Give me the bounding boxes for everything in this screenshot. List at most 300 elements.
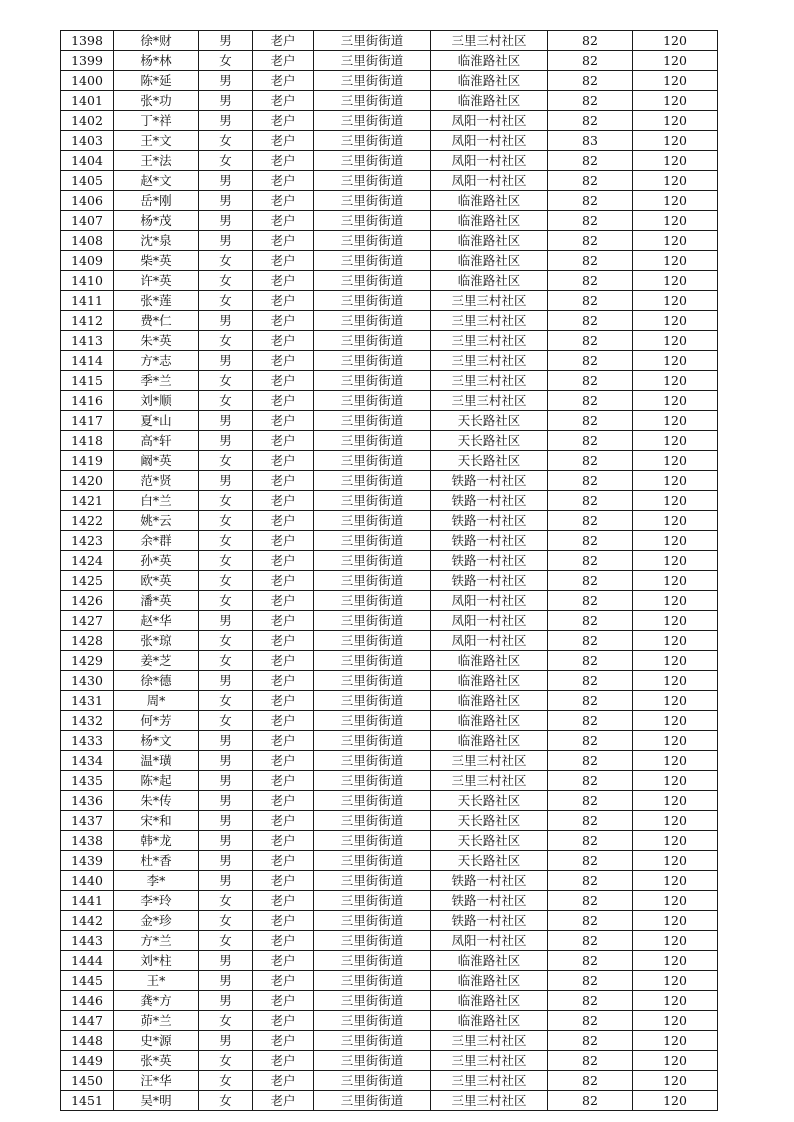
cell-gender: 女 [199, 391, 253, 411]
table-row [61, 271, 718, 291]
cell-age: 82 [548, 1051, 633, 1071]
cell-street: 三里街街道 [314, 331, 431, 351]
cell-age: 82 [548, 551, 633, 571]
table-row [61, 71, 718, 91]
cell-name: 许*英 [114, 271, 199, 291]
cell-age: 82 [548, 371, 633, 391]
table-row [61, 251, 718, 271]
table-row [61, 551, 718, 571]
table-row [61, 751, 718, 771]
cell-community: 铁路一村社区 [431, 571, 548, 591]
cell-community: 三里三村社区 [431, 1031, 548, 1051]
cell-street: 三里街街道 [314, 31, 431, 51]
cell-street: 三里街街道 [314, 711, 431, 731]
table-row [61, 151, 718, 171]
cell-gender: 男 [199, 1031, 253, 1051]
cell-amount: 120 [633, 1011, 718, 1031]
cell-age: 82 [548, 511, 633, 531]
cell-age: 82 [548, 91, 633, 111]
cell-community: 凤阳一村社区 [431, 611, 548, 631]
cell-gender: 女 [199, 631, 253, 651]
cell-name: 柴*英 [114, 251, 199, 271]
cell-age: 82 [548, 591, 633, 611]
cell-street: 三里街街道 [314, 291, 431, 311]
table-row [61, 871, 718, 891]
cell-gender: 女 [199, 891, 253, 911]
cell-row-number: 1426 [61, 591, 114, 611]
cell-name: 赵*文 [114, 171, 199, 191]
cell-gender: 男 [199, 871, 253, 891]
table-row [61, 851, 718, 871]
cell-household-type: 老户 [253, 691, 314, 711]
cell-amount: 120 [633, 991, 718, 1011]
table-row [61, 131, 718, 151]
cell-row-number: 1442 [61, 911, 114, 931]
cell-age: 82 [548, 811, 633, 831]
cell-age: 82 [548, 1071, 633, 1091]
cell-age: 82 [548, 1011, 633, 1031]
cell-gender: 男 [199, 671, 253, 691]
cell-row-number: 1407 [61, 211, 114, 231]
cell-community: 三里三村社区 [431, 291, 548, 311]
cell-community: 天长路社区 [431, 851, 548, 871]
cell-gender: 女 [199, 51, 253, 71]
cell-household-type: 老户 [253, 131, 314, 151]
cell-household-type: 老户 [253, 371, 314, 391]
cell-row-number: 1406 [61, 191, 114, 211]
table-row [61, 191, 718, 211]
table-row [61, 651, 718, 671]
cell-gender: 男 [199, 811, 253, 831]
cell-name: 杨*茂 [114, 211, 199, 231]
cell-gender: 女 [199, 591, 253, 611]
table-row [61, 91, 718, 111]
cell-household-type: 老户 [253, 891, 314, 911]
cell-gender: 女 [199, 151, 253, 171]
cell-name: 徐*德 [114, 671, 199, 691]
cell-household-type: 老户 [253, 1071, 314, 1091]
cell-household-type: 老户 [253, 951, 314, 971]
cell-row-number: 1421 [61, 491, 114, 511]
cell-name: 张*功 [114, 91, 199, 111]
cell-household-type: 老户 [253, 191, 314, 211]
cell-amount: 120 [633, 951, 718, 971]
cell-row-number: 1444 [61, 951, 114, 971]
table-body [61, 31, 718, 1111]
cell-gender: 女 [199, 531, 253, 551]
cell-gender: 男 [199, 211, 253, 231]
cell-community: 临淮路社区 [431, 711, 548, 731]
cell-row-number: 1437 [61, 811, 114, 831]
table-row [61, 331, 718, 351]
cell-community: 临淮路社区 [431, 91, 548, 111]
cell-street: 三里街街道 [314, 651, 431, 671]
cell-household-type: 老户 [253, 711, 314, 731]
cell-amount: 120 [633, 1091, 718, 1111]
table-row [61, 931, 718, 951]
cell-street: 三里街街道 [314, 1091, 431, 1111]
cell-household-type: 老户 [253, 551, 314, 571]
cell-street: 三里街街道 [314, 551, 431, 571]
cell-name: 李*玲 [114, 891, 199, 911]
cell-street: 三里街街道 [314, 311, 431, 331]
cell-street: 三里街街道 [314, 531, 431, 551]
cell-gender: 女 [199, 451, 253, 471]
table-row [61, 951, 718, 971]
cell-street: 三里街街道 [314, 451, 431, 471]
cell-row-number: 1445 [61, 971, 114, 991]
cell-gender: 女 [199, 1011, 253, 1031]
cell-household-type: 老户 [253, 391, 314, 411]
cell-name: 方*兰 [114, 931, 199, 951]
cell-household-type: 老户 [253, 531, 314, 551]
table-row [61, 1051, 718, 1071]
cell-row-number: 1447 [61, 1011, 114, 1031]
cell-gender: 女 [199, 931, 253, 951]
cell-household-type: 老户 [253, 791, 314, 811]
cell-gender: 男 [199, 951, 253, 971]
table-row [61, 231, 718, 251]
cell-household-type: 老户 [253, 331, 314, 351]
cell-age: 82 [548, 151, 633, 171]
cell-gender: 女 [199, 271, 253, 291]
cell-community: 铁路一村社区 [431, 871, 548, 891]
cell-street: 三里街街道 [314, 411, 431, 431]
table-row [61, 1031, 718, 1051]
cell-street: 三里街街道 [314, 491, 431, 511]
table-row [61, 171, 718, 191]
cell-community: 铁路一村社区 [431, 511, 548, 531]
cell-age: 82 [548, 671, 633, 691]
cell-community: 凤阳一村社区 [431, 631, 548, 651]
cell-street: 三里街街道 [314, 111, 431, 131]
cell-community: 凤阳一村社区 [431, 171, 548, 191]
cell-street: 三里街街道 [314, 91, 431, 111]
cell-age: 82 [548, 891, 633, 911]
cell-community: 临淮路社区 [431, 731, 548, 751]
cell-street: 三里街街道 [314, 231, 431, 251]
cell-row-number: 1420 [61, 471, 114, 491]
cell-name: 温*璜 [114, 751, 199, 771]
cell-community: 三里三村社区 [431, 1071, 548, 1091]
cell-street: 三里街街道 [314, 931, 431, 951]
table-row [61, 911, 718, 931]
cell-row-number: 1411 [61, 291, 114, 311]
cell-household-type: 老户 [253, 851, 314, 871]
cell-name: 岳*刚 [114, 191, 199, 211]
cell-gender: 女 [199, 371, 253, 391]
cell-name: 周* [114, 691, 199, 711]
cell-row-number: 1415 [61, 371, 114, 391]
cell-age: 83 [548, 131, 633, 151]
cell-amount: 120 [633, 611, 718, 631]
cell-amount: 120 [633, 911, 718, 931]
cell-row-number: 1436 [61, 791, 114, 811]
cell-row-number: 1422 [61, 511, 114, 531]
cell-age: 82 [548, 951, 633, 971]
cell-gender: 男 [199, 191, 253, 211]
cell-row-number: 1430 [61, 671, 114, 691]
cell-street: 三里街街道 [314, 1031, 431, 1051]
table-row [61, 891, 718, 911]
cell-amount: 120 [633, 171, 718, 191]
cell-household-type: 老户 [253, 591, 314, 611]
table-row [61, 671, 718, 691]
cell-row-number: 1434 [61, 751, 114, 771]
cell-community: 三里三村社区 [431, 391, 548, 411]
cell-amount: 120 [633, 931, 718, 951]
cell-name: 史*源 [114, 1031, 199, 1051]
cell-community: 天长路社区 [431, 831, 548, 851]
cell-name: 白*兰 [114, 491, 199, 511]
cell-community: 临淮路社区 [431, 231, 548, 251]
cell-street: 三里街街道 [314, 471, 431, 491]
cell-household-type: 老户 [253, 171, 314, 191]
table-row [61, 631, 718, 651]
table-row [61, 51, 718, 71]
cell-age: 82 [548, 431, 633, 451]
cell-community: 铁路一村社区 [431, 491, 548, 511]
cell-street: 三里街街道 [314, 1011, 431, 1031]
cell-amount: 120 [633, 371, 718, 391]
cell-amount: 120 [633, 851, 718, 871]
cell-street: 三里街街道 [314, 591, 431, 611]
cell-street: 三里街街道 [314, 971, 431, 991]
cell-street: 三里街街道 [314, 631, 431, 651]
cell-row-number: 1416 [61, 391, 114, 411]
cell-row-number: 1424 [61, 551, 114, 571]
cell-age: 82 [548, 171, 633, 191]
cell-age: 82 [548, 1031, 633, 1051]
cell-amount: 120 [633, 291, 718, 311]
cell-row-number: 1439 [61, 851, 114, 871]
cell-gender: 男 [199, 991, 253, 1011]
cell-household-type: 老户 [253, 731, 314, 751]
table-row [61, 391, 718, 411]
cell-amount: 120 [633, 671, 718, 691]
cell-row-number: 1418 [61, 431, 114, 451]
cell-age: 82 [548, 831, 633, 851]
cell-age: 82 [548, 411, 633, 431]
table-row [61, 451, 718, 471]
cell-age: 82 [548, 251, 633, 271]
cell-row-number: 1408 [61, 231, 114, 251]
cell-street: 三里街街道 [314, 171, 431, 191]
cell-row-number: 1443 [61, 931, 114, 951]
cell-amount: 120 [633, 591, 718, 611]
cell-gender: 男 [199, 731, 253, 751]
cell-row-number: 1414 [61, 351, 114, 371]
cell-name: 王*法 [114, 151, 199, 171]
cell-name: 茆*兰 [114, 1011, 199, 1031]
cell-age: 82 [548, 491, 633, 511]
cell-name: 欧*英 [114, 571, 199, 591]
cell-amount: 120 [633, 411, 718, 431]
cell-name: 赵*华 [114, 611, 199, 631]
cell-street: 三里街街道 [314, 951, 431, 971]
cell-community: 临淮路社区 [431, 691, 548, 711]
cell-row-number: 1450 [61, 1071, 114, 1091]
cell-amount: 120 [633, 791, 718, 811]
cell-age: 82 [548, 651, 633, 671]
table-row [61, 1011, 718, 1031]
cell-row-number: 1409 [61, 251, 114, 271]
cell-gender: 男 [199, 471, 253, 491]
cell-household-type: 老户 [253, 111, 314, 131]
cell-gender: 男 [199, 771, 253, 791]
cell-row-number: 1400 [61, 71, 114, 91]
cell-name: 徐*财 [114, 31, 199, 51]
cell-amount: 120 [633, 751, 718, 771]
cell-age: 82 [548, 31, 633, 51]
cell-gender: 男 [199, 31, 253, 51]
cell-age: 82 [548, 571, 633, 591]
cell-row-number: 1403 [61, 131, 114, 151]
cell-row-number: 1410 [61, 271, 114, 291]
cell-gender: 女 [199, 251, 253, 271]
cell-name: 方*志 [114, 351, 199, 371]
cell-community: 天长路社区 [431, 791, 548, 811]
cell-street: 三里街街道 [314, 731, 431, 751]
cell-community: 三里三村社区 [431, 751, 548, 771]
table-row [61, 591, 718, 611]
table-row [61, 291, 718, 311]
cell-amount: 120 [633, 551, 718, 571]
cell-amount: 120 [633, 111, 718, 131]
cell-community: 临淮路社区 [431, 671, 548, 691]
table-row [61, 571, 718, 591]
cell-community: 凤阳一村社区 [431, 931, 548, 951]
cell-row-number: 1432 [61, 711, 114, 731]
cell-household-type: 老户 [253, 151, 314, 171]
cell-household-type: 老户 [253, 1091, 314, 1111]
table-row [61, 831, 718, 851]
cell-name: 吴*明 [114, 1091, 199, 1111]
cell-gender: 男 [199, 611, 253, 631]
cell-row-number: 1425 [61, 571, 114, 591]
cell-street: 三里街街道 [314, 611, 431, 631]
cell-gender: 男 [199, 971, 253, 991]
cell-gender: 男 [199, 751, 253, 771]
cell-gender: 女 [199, 131, 253, 151]
cell-gender: 男 [199, 91, 253, 111]
cell-street: 三里街街道 [314, 1051, 431, 1071]
cell-age: 82 [548, 1091, 633, 1111]
cell-amount: 120 [633, 131, 718, 151]
cell-age: 82 [548, 911, 633, 931]
cell-household-type: 老户 [253, 471, 314, 491]
cell-row-number: 1404 [61, 151, 114, 171]
cell-gender: 男 [199, 791, 253, 811]
cell-community: 临淮路社区 [431, 991, 548, 1011]
cell-age: 82 [548, 731, 633, 751]
cell-gender: 女 [199, 1071, 253, 1091]
table-row [61, 771, 718, 791]
cell-gender: 女 [199, 911, 253, 931]
cell-street: 三里街街道 [314, 51, 431, 71]
cell-row-number: 1427 [61, 611, 114, 631]
cell-household-type: 老户 [253, 931, 314, 951]
cell-gender: 男 [199, 831, 253, 851]
cell-street: 三里街街道 [314, 131, 431, 151]
cell-name: 姚*云 [114, 511, 199, 531]
cell-amount: 120 [633, 771, 718, 791]
cell-household-type: 老户 [253, 571, 314, 591]
cell-row-number: 1449 [61, 1051, 114, 1071]
cell-row-number: 1413 [61, 331, 114, 351]
cell-amount: 120 [633, 211, 718, 231]
cell-age: 82 [548, 111, 633, 131]
cell-street: 三里街街道 [314, 431, 431, 451]
cell-gender: 男 [199, 851, 253, 871]
cell-amount: 120 [633, 271, 718, 291]
cell-amount: 120 [633, 231, 718, 251]
cell-amount: 120 [633, 51, 718, 71]
cell-amount: 120 [633, 391, 718, 411]
cell-community: 临淮路社区 [431, 971, 548, 991]
cell-community: 临淮路社区 [431, 211, 548, 231]
cell-gender: 女 [199, 551, 253, 571]
table-row [61, 791, 718, 811]
cell-community: 铁路一村社区 [431, 471, 548, 491]
cell-household-type: 老户 [253, 451, 314, 471]
cell-community: 天长路社区 [431, 411, 548, 431]
cell-age: 82 [548, 871, 633, 891]
cell-name: 孙*英 [114, 551, 199, 571]
cell-age: 82 [548, 771, 633, 791]
cell-gender: 男 [199, 171, 253, 191]
cell-street: 三里街街道 [314, 511, 431, 531]
cell-age: 82 [548, 71, 633, 91]
cell-age: 82 [548, 191, 633, 211]
cell-community: 凤阳一村社区 [431, 151, 548, 171]
cell-age: 82 [548, 691, 633, 711]
cell-name: 刘*柱 [114, 951, 199, 971]
cell-name: 张*琼 [114, 631, 199, 651]
cell-gender: 女 [199, 511, 253, 531]
cell-street: 三里街街道 [314, 371, 431, 391]
cell-name: 汪*华 [114, 1071, 199, 1091]
cell-gender: 女 [199, 691, 253, 711]
cell-name: 张*英 [114, 1051, 199, 1071]
cell-household-type: 老户 [253, 31, 314, 51]
cell-community: 三里三村社区 [431, 311, 548, 331]
cell-amount: 120 [633, 691, 718, 711]
cell-household-type: 老户 [253, 1051, 314, 1071]
cell-community: 临淮路社区 [431, 191, 548, 211]
cell-community: 临淮路社区 [431, 651, 548, 671]
cell-row-number: 1429 [61, 651, 114, 671]
cell-age: 82 [548, 791, 633, 811]
cell-name: 余*群 [114, 531, 199, 551]
cell-amount: 120 [633, 31, 718, 51]
cell-amount: 120 [633, 251, 718, 271]
cell-street: 三里街街道 [314, 871, 431, 891]
cell-household-type: 老户 [253, 771, 314, 791]
cell-community: 铁路一村社区 [431, 531, 548, 551]
cell-name: 费*仁 [114, 311, 199, 331]
cell-street: 三里街街道 [314, 1071, 431, 1091]
cell-age: 82 [548, 291, 633, 311]
cell-name: 宋*和 [114, 811, 199, 831]
cell-community: 三里三村社区 [431, 1091, 548, 1111]
cell-street: 三里街街道 [314, 271, 431, 291]
cell-community: 三里三村社区 [431, 331, 548, 351]
cell-name: 杨*文 [114, 731, 199, 751]
cell-community: 三里三村社区 [431, 31, 548, 51]
cell-household-type: 老户 [253, 971, 314, 991]
cell-amount: 120 [633, 91, 718, 111]
